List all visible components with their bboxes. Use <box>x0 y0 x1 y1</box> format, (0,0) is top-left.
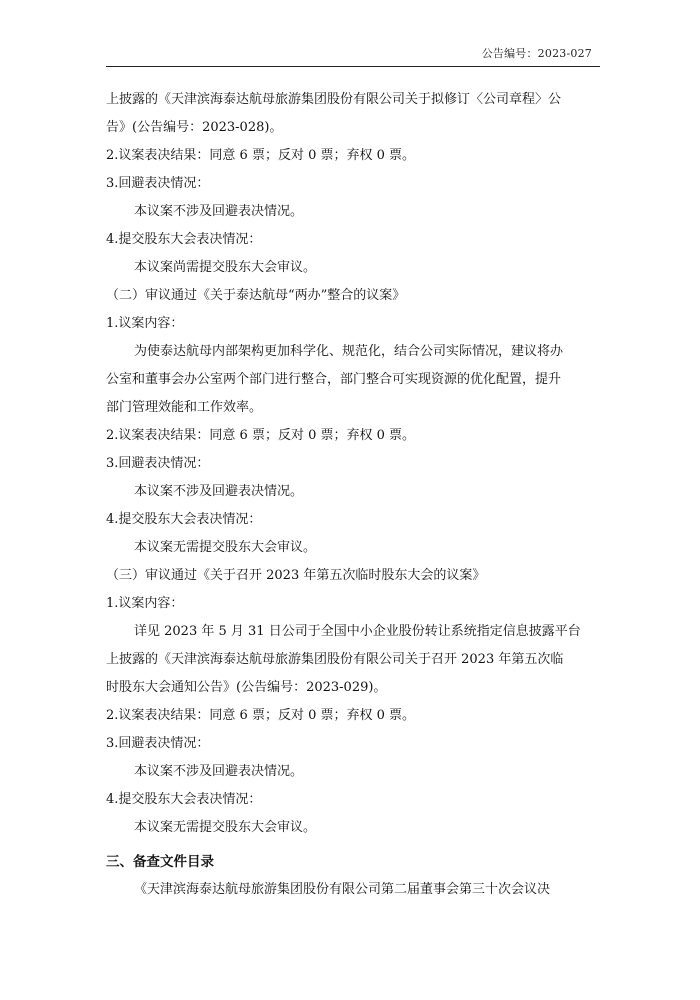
body-line: 上披露的《天津滨海泰达航母旅游集团股份有限公司关于拟修订〈公司章程〉公 <box>106 92 562 107</box>
recusal-text: 本议案不涉及回避表决情况。 <box>134 204 304 219</box>
document-body <box>106 86 600 904</box>
recusal-heading: 3.回避表决情况： <box>106 736 210 751</box>
vote-result: 2.议案表决结果：同意 6 票；反对 0 票；弃权 0 票。 <box>106 148 416 163</box>
motion-content-text: 时股东大会通知公告》(公告编号：2023-029)。 <box>106 680 387 695</box>
motion-content-text: 为使泰达航母内部架构更加科学化、规范化，结合公司实际情况，建议将办 <box>134 344 564 359</box>
section-heading-reference-documents: 三、备查文件目录 <box>106 854 214 870</box>
shareholder-vote-text: 本议案尚需提交股东大会审议。 <box>134 260 317 275</box>
shareholder-vote-heading: 4.提交股东大会表决情况： <box>106 232 262 247</box>
shareholder-vote-heading: 4.提交股东大会表决情况： <box>106 512 262 527</box>
vote-result: 2.议案表决结果：同意 6 票；反对 0 票；弃权 0 票。 <box>106 428 416 443</box>
announcement-number: 公告编号：2023-027 <box>481 47 592 60</box>
motion-content-text: 详见 2023 年 5 月 31 日公司于全国中小企业股份转让系统指定信息披露平台 <box>134 624 581 639</box>
motion-heading: （二）审议通过《关于泰达航母“两办”整合的议案》 <box>106 288 406 303</box>
motion-content-text: 上披露的《天津滨海泰达航母旅游集团股份有限公司关于召开 2023 年第五次临 <box>106 652 564 667</box>
shareholder-vote-text: 本议案无需提交股东大会审议。 <box>134 540 317 555</box>
reference-document-item: 《天津滨海泰达航母旅游集团股份有限公司第二届董事会第三十次会议决 <box>134 882 551 897</box>
vote-result: 2.议案表决结果：同意 6 票；反对 0 票；弃权 0 票。 <box>106 708 416 723</box>
motion-content-text: 公室和董事会办公室两个部门进行整合，部门整合可实现资源的优化配置，提升 <box>106 372 562 387</box>
shareholder-vote-heading: 4.提交股东大会表决情况： <box>106 792 262 807</box>
body-line: 告》(公告编号：2023-028)。 <box>106 120 283 135</box>
motion-content-heading: 1.议案内容： <box>106 316 184 331</box>
recusal-heading: 3.回避表决情况： <box>106 456 210 471</box>
motion-content-text: 部门管理效能和工作效率。 <box>106 400 263 415</box>
shareholder-vote-text: 本议案无需提交股东大会审议。 <box>134 820 317 835</box>
recusal-heading: 3.回避表决情况： <box>106 176 210 191</box>
motion-heading: （三）审议通过《关于召开 2023 年第五次临时股东大会的议案》 <box>106 568 486 583</box>
motion-content-heading: 1.议案内容： <box>106 596 184 611</box>
recusal-text: 本议案不涉及回避表决情况。 <box>134 484 304 499</box>
header-divider <box>106 66 600 67</box>
recusal-text: 本议案不涉及回避表决情况。 <box>134 764 304 779</box>
